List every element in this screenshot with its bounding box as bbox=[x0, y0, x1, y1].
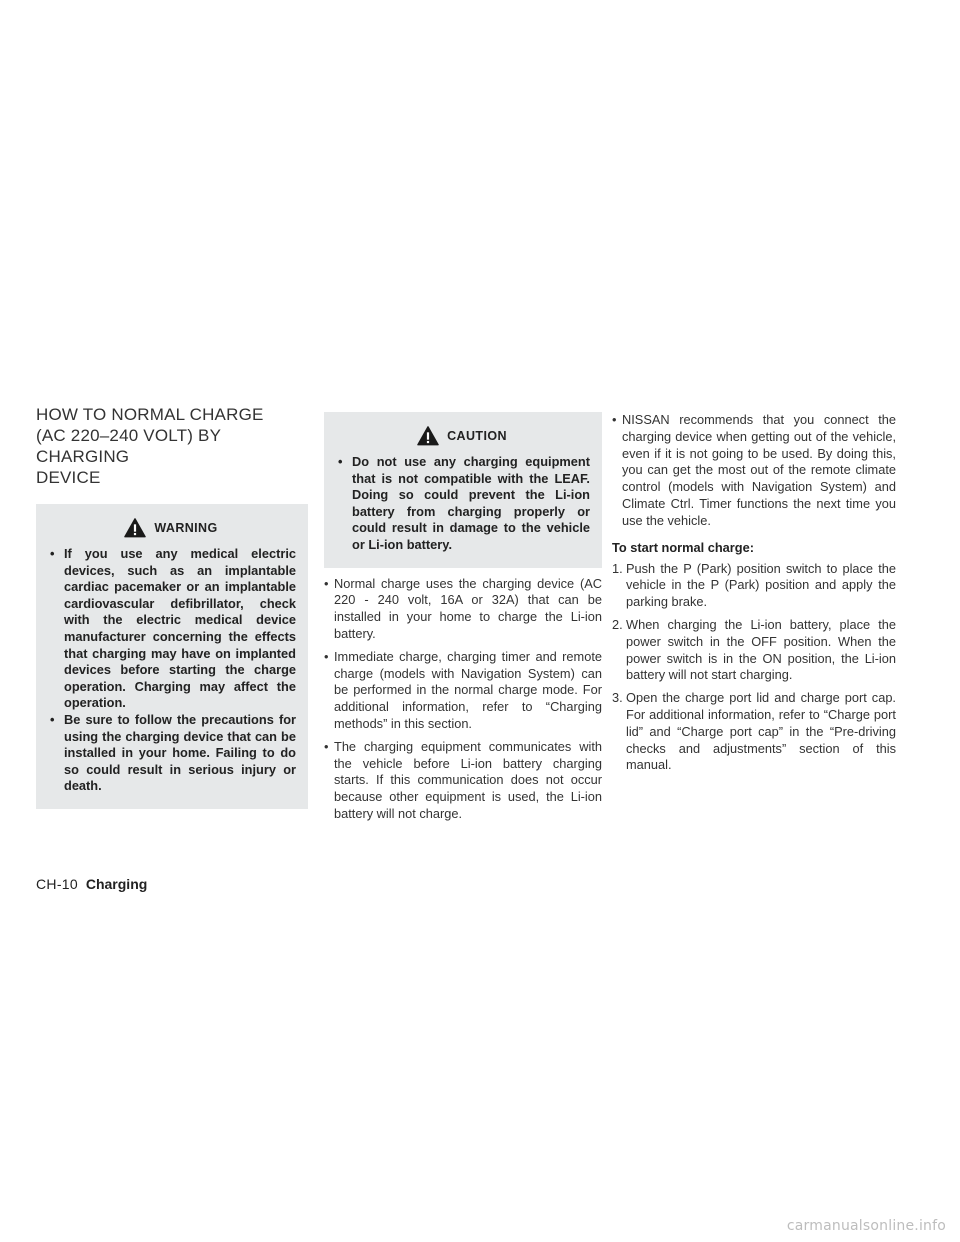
chapter-name: Charging bbox=[85, 876, 148, 892]
warning-triangle-icon bbox=[417, 425, 439, 447]
caution-header bbox=[334, 424, 590, 448]
info-bullet: • Normal charge uses the charging device (AC 220 - 240 volt, 16A or 32A) that can be installed in your home to charge the Li-ion battery. bbox=[324, 576, 602, 643]
warning-triangle-icon bbox=[124, 517, 146, 539]
info-bullet-list bbox=[612, 412, 896, 530]
page-number: CH-10 bbox=[36, 876, 78, 892]
steps-title: To start normal charge: bbox=[612, 539, 754, 555]
step-number: 1. bbox=[612, 560, 623, 576]
warning-list bbox=[46, 546, 296, 795]
step-text: Push the P (Park) position switch to place the vehicle in the P (Park) position and apply the parking brake. bbox=[626, 560, 896, 610]
step-item bbox=[612, 690, 896, 774]
step-text: When charging the Li-ion battery, place the power switch in the OFF position. When the power switch is in the ON position, the Li-ion battery will not start charging. bbox=[626, 616, 896, 683]
middle-column bbox=[324, 412, 602, 829]
warning-item: • Be sure to follow the precautions for using the charging device that can be installed in your home. Failing to do so could result in serious injury or death. bbox=[46, 712, 296, 795]
caution-item: • Do not use any charging equipment that is not compatible with the LEAF. Doing so could prevent the Li-ion battery from charging properly or could result in damage to the vehicle or Li-ion battery. bbox=[334, 454, 590, 554]
caution-list bbox=[334, 454, 590, 554]
steps-list bbox=[612, 561, 896, 775]
step-number: 3. bbox=[612, 690, 623, 706]
step-number: 2. bbox=[612, 616, 623, 632]
info-bullet-list bbox=[324, 576, 602, 823]
info-bullet: • Immediate charge, charging timer and remote charge (models with Navigation System) can be performed in the normal charge mode. For additional information, refer to “Charging methods” in this section. bbox=[324, 649, 602, 733]
left-column bbox=[36, 404, 308, 809]
page-footer bbox=[36, 876, 147, 892]
section-title: HOW TO NORMAL CHARGE (AC 220–240 VOLT) BY CHARGING DEVICE bbox=[36, 405, 264, 487]
right-column bbox=[612, 412, 896, 780]
step-text: Open the charge port lid and charge port cap. For additional information, refer to “Charge port lid” and “Charge port cap” in the “Pre-driving checks and adjustments” section of this manual. bbox=[626, 690, 896, 773]
warning-header bbox=[46, 516, 296, 540]
step-item bbox=[612, 561, 896, 611]
info-bullet: • NISSAN recommends that you connect the charging device when getting out of the vehicle, even if it is not going to be used. By doing this, you can get the most out of the remote climate control (models with Navigation System) and Climate Ctrl. Timer functions the next time you use the vehicle. bbox=[612, 412, 896, 530]
step-item bbox=[612, 617, 896, 684]
warning-box bbox=[36, 504, 308, 809]
caution-label: CAUTION bbox=[447, 429, 507, 443]
info-bullet: • The charging equipment communicates with the vehicle before Li-ion battery charging starts. If this communication does not occur because other equipment is used, the Li-ion battery will not charge. bbox=[324, 739, 602, 823]
warning-label: WARNING bbox=[154, 521, 218, 535]
watermark: carmanualsonline.info bbox=[786, 1218, 946, 1234]
warning-item: • If you use any medical electric devices, such as an implantable cardiac pacemaker or an implantable cardiovascular defibrillator, check with the electric medical device manufacturer concerning the effects that charging may have on implanted devices before starting the charge operation. Charging may affect the operation. bbox=[46, 546, 296, 712]
caution-box bbox=[324, 412, 602, 568]
